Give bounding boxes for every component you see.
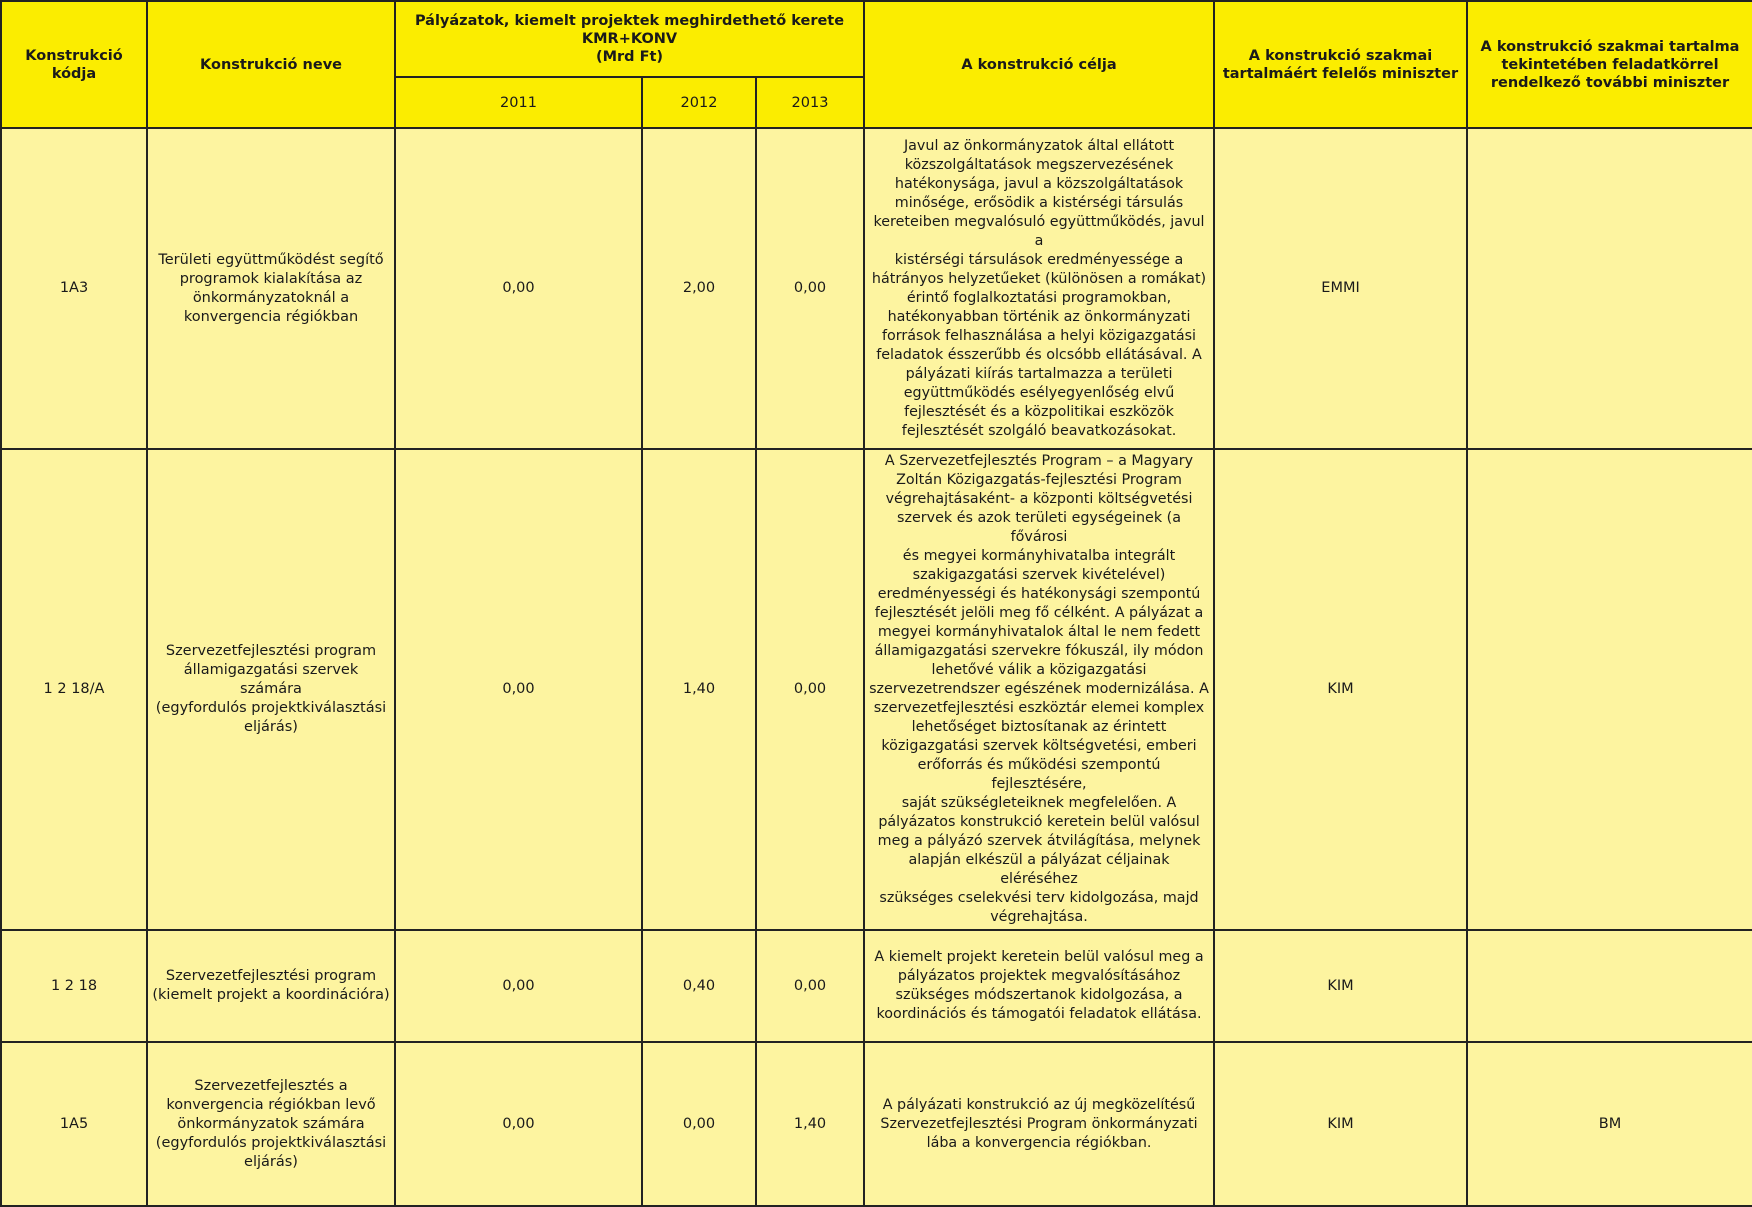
cell-2013: 1,40 [756, 1042, 864, 1206]
cell-name: Szervezetfejlesztési program államigazgatási szervek számára (egyfordulós projektkiválasztási eljárás) [147, 449, 395, 930]
header-year-2012: 2012 [642, 77, 756, 128]
cell-2013: 0,00 [756, 449, 864, 930]
cell-name: Területi együttműködést segítő programok kialakítása az önkormányzatoknál a konvergencia régiókban [147, 128, 395, 449]
cell-code: 1A5 [1, 1042, 147, 1206]
cell-other-minister [1467, 930, 1752, 1042]
header-year-2013: 2013 [756, 77, 864, 128]
cell-goal: A pályázati konstrukció az új megközelítésű Szervezetfejlesztési Program önkormányzati lába a konvergencia régiókban. [864, 1042, 1214, 1206]
cell-2011: 0,00 [395, 1042, 642, 1206]
cell-minister: EMMI [1214, 128, 1467, 449]
table-row [1, 1042, 1752, 1206]
cell-other-minister: BM [1467, 1042, 1752, 1206]
cell-name: Szervezetfejlesztési program (kiemelt projekt a koordinációra) [147, 930, 395, 1042]
cell-2012: 0,40 [642, 930, 756, 1042]
cell-minister: KIM [1214, 1042, 1467, 1206]
cell-goal: A Szervezetfejlesztés Program – a Magyary Zoltán Közigazgatás-fejlesztési Program végrehajtásaként- a központi költségvetési szervek és azok területi egységeinek (a fővárosi és megyei kormányhivatalba integrált szakigazgatási szervek kivételével) eredményességi és hatékonysági szempontú fejlesztését jelöli meg fő célként. A pályázat a megyei kormányhivatalok által le nem fedett államigazgatási szervekre fókuszál, ily módon lehetővé válik a közigazgatási szervezetrendszer egészének modernizálása. A szervezetfejlesztési eszköztár elemei komplex lehetőséget biztosítanak az érintett közigazgatási szervek költségvetési, emberi erőforrás és működési szempontú fejlesztésére, saját szükségleteiknek megfelelően. A pályázatos konstrukció keretein belül valósul meg a pályázó szervek átvilágítása, melynek alapján elkészül a pályázat céljainak eléréséhez szükséges cselekvési terv kidolgozása, majd végrehajtása. [864, 449, 1214, 930]
header-name: Konstrukció neve [147, 1, 395, 128]
header-other-minister: A konstrukció szakmai tartalma tekintetében feladatkörrel rendelkező további miniszter [1467, 1, 1752, 128]
table-row [1, 128, 1752, 449]
table-row [1, 930, 1752, 1042]
cell-goal: A kiemelt projekt keretein belül valósul meg a pályázatos projektek megvalósításához szükséges módszertanok kidolgozása, a koordinációs és támogatói feladatok ellátása. [864, 930, 1214, 1042]
cell-minister: KIM [1214, 449, 1467, 930]
cell-code: 1A3 [1, 128, 147, 449]
cell-code: 1 2 18 [1, 930, 147, 1042]
cell-2013: 0,00 [756, 930, 864, 1042]
cell-2012: 2,00 [642, 128, 756, 449]
cell-2012: 0,00 [642, 1042, 756, 1206]
header-minister: A konstrukció szakmai tartalmáért felelős miniszter [1214, 1, 1467, 128]
header-budget: Pályázatok, kiemelt projektek meghirdethető kerete KMR+KONV (Mrd Ft) [395, 1, 864, 77]
cell-2011: 0,00 [395, 930, 642, 1042]
cell-other-minister [1467, 128, 1752, 449]
cell-2011: 0,00 [395, 128, 642, 449]
header-year-2011: 2011 [395, 77, 642, 128]
cell-goal: Javul az önkormányzatok által ellátott közszolgáltatások megszervezésének hatékonysága, javul a közszolgáltatások minősége, erősödik a kistérségi társulás kereteiben megvalósuló együttműködés, javul a kistérségi társulások eredményessége a hátrányos helyzetűeket (különösen a romákat) érintő foglalkoztatási programokban, hatékonyabban történik az önkormányzati források felhasználása a helyi közigazgatási feladatok ésszerűbb és olcsóbb ellátásával. A pályázati kiírás tartalmazza a területi együttműködés esélyegyenlőség elvű fejlesztését és a közpolitikai eszközök fejlesztését szolgáló beavatkozásokat. [864, 128, 1214, 449]
cell-2011: 0,00 [395, 449, 642, 930]
cell-name: Szervezetfejlesztés a konvergencia régiókban levő önkormányzatok számára (egyfordulós projektkiválasztási eljárás) [147, 1042, 395, 1206]
cell-2013: 0,00 [756, 128, 864, 449]
table-row [1, 449, 1752, 930]
cell-2012: 1,40 [642, 449, 756, 930]
cell-other-minister [1467, 449, 1752, 930]
header-code: Konstrukció kódja [1, 1, 147, 128]
header-row-1 [1, 1, 1752, 77]
header-goal: A konstrukció célja [864, 1, 1214, 128]
cell-code: 1 2 18/A [1, 449, 147, 930]
cell-minister: KIM [1214, 930, 1467, 1042]
